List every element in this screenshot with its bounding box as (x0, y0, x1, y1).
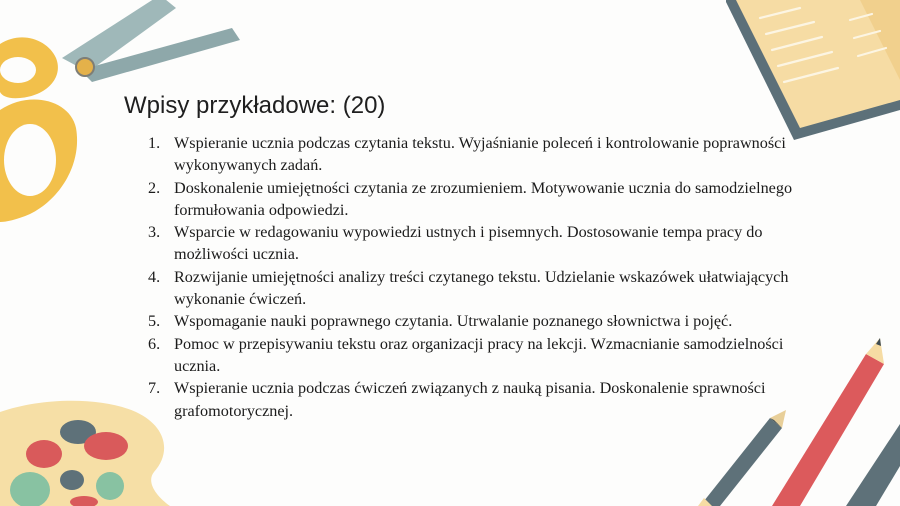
list-item (148, 333, 794, 378)
list-item (148, 266, 794, 311)
item-text: Wspieranie ucznia podczas czytania tekstu. Wyjaśnianie poleceń i kontrolowanie poprawności wykonywanych zadań. (174, 134, 786, 175)
item-number: 5. (148, 312, 161, 331)
item-number: 6. (148, 334, 161, 353)
item-number: 3. (148, 223, 161, 242)
item-number: 7. (148, 379, 161, 398)
item-number: 4. (148, 267, 161, 286)
item-text: Rozwijanie umiejętności analizy treści czytanego tekstu. Udzielanie wskazówek ułatwiających wykonanie ćwiczeń. (174, 267, 789, 309)
list-item (148, 377, 794, 422)
paint-palette-icon (0, 401, 170, 506)
list-item (148, 132, 794, 177)
open-book-icon (726, 0, 900, 140)
item-number: 1. (148, 134, 161, 152)
list-item (148, 177, 794, 222)
slide-title: Wpisy przykładowe: (20) (124, 92, 386, 119)
item-text: Wspomaganie nauki poprawnego czytania. Utrwalanie poznanego słownictwa i pojęć. (174, 312, 733, 331)
item-text: Doskonalenie umiejętności czytania ze zrozumieniem. Motywowanie ucznia do samodzielnego formułowania odpowiedzi. (174, 178, 793, 219)
item-text: Wspieranie ucznia podczas ćwiczeń związanych z nauką pisania. Doskonalenie sprawności grafomotorycznej. (174, 379, 766, 420)
item-text: Pomoc w przepisywaniu tekstu oraz organizacji pracy na lekcji. Wzmacnianie samodzielności ucznia. (174, 334, 784, 375)
entries-list (148, 132, 794, 422)
item-number: 2. (148, 178, 161, 197)
list-item (148, 310, 794, 332)
list-item (148, 221, 794, 266)
item-text: Wsparcie w redagowaniu wypowiedzi ustnych i pisemnych. Dostosowanie tempa pracy do możliwości ucznia. (174, 223, 763, 264)
